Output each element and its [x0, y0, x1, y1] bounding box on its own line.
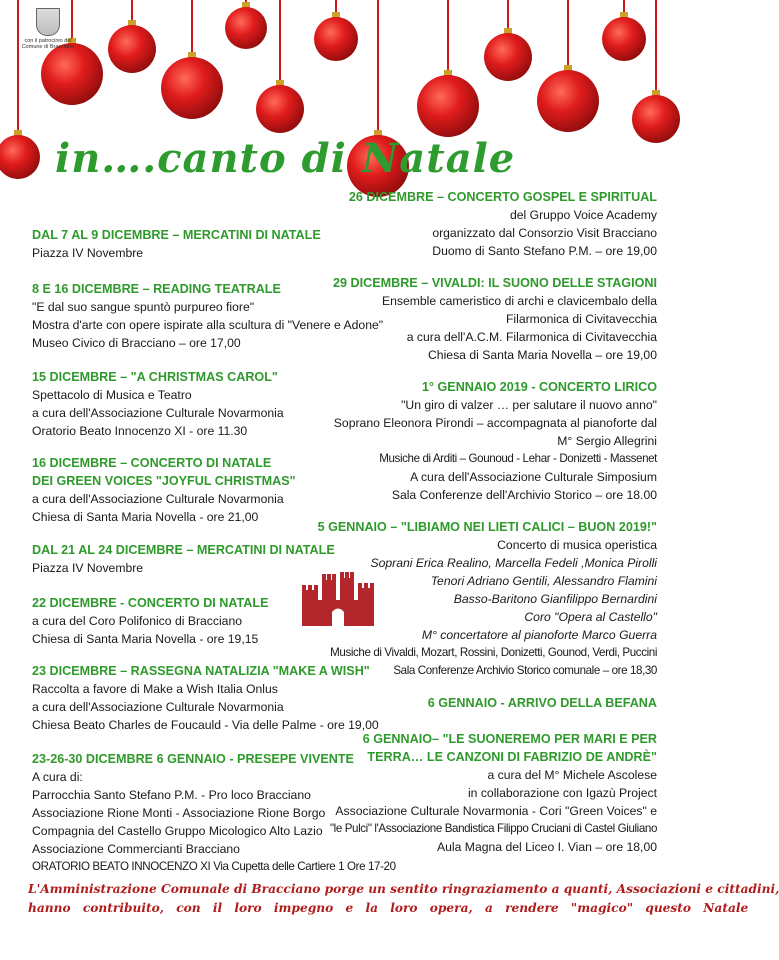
event-de-andre — [330, 730, 657, 856]
christmas-bauble-icon — [484, 33, 532, 81]
event-heading: 23-26-30 DICEMBRE 6 GENNAIO - PRESEPE VIVENTE — [32, 752, 354, 766]
christmas-bauble-icon — [41, 43, 103, 105]
event-detail: organizzato dal Consorzio Visit Bracciano — [432, 226, 657, 240]
event-detail: M° concertatore al pianoforte Marco Guerra — [421, 628, 657, 642]
event-heading: 6 GENNAIO - ARRIVO DELLA BEFANA — [427, 696, 657, 710]
event-heading: TERRA… LE CANZONI DI FABRIZIO DE ANDRÈ" — [367, 750, 657, 764]
event-detail: del Gruppo Voice Academy — [509, 208, 657, 222]
footer-line: hanno contribuito, con il loro impegno e la loro opera, a rendere "magico" questo Natale — [28, 901, 749, 915]
christmas-bauble-icon — [314, 17, 358, 61]
christmas-bauble-icon — [225, 7, 267, 49]
event-heading: 26 DICEMBRE – CONCERTO GOSPEL E SPIRITUAL — [348, 190, 657, 204]
event-detail: Raccolta a favore di Make a Wish Italia Onlus — [32, 682, 278, 696]
event-heading: 16 DICEMBRE – CONCERTO DI NATALE — [32, 456, 272, 470]
event-detail: M° Sergio Allegrini — [557, 434, 657, 448]
event-mercatini-21-24 — [32, 541, 335, 577]
event-detail: Associazione Commercianti Bracciano — [32, 842, 240, 856]
event-heading: DAL 7 AL 9 DICEMBRE – MERCATINI DI NATALE — [32, 228, 321, 242]
event-detail: Musiche di Arditi – Gounoud - Lehar - Donizetti - Massenet — [379, 452, 657, 465]
event-detail: Compagnia del Castello Gruppo Micologico Alto Lazio — [32, 824, 323, 838]
event-detail: "E dal suo sangue spuntò purpureo fiore" — [32, 300, 255, 314]
municipal-crest-icon — [36, 8, 60, 36]
event-detail: a cura dell'Associazione Culturale Novarmonia — [32, 406, 284, 420]
event-detail: Tenori Adriano Gentili, Alessandro Flamini — [430, 574, 657, 588]
event-detail: Aula Magna del Liceo I. Vian – ore 18,00 — [437, 840, 657, 854]
event-heading: 22 DICEMBRE - CONCERTO DI NATALE — [32, 596, 269, 610]
event-detail: A cura di: — [32, 770, 83, 784]
christmas-bauble-icon — [632, 95, 680, 143]
christmas-bauble-icon — [417, 75, 479, 137]
event-christmas-carol — [32, 368, 284, 440]
event-detail: Chiesa di Santa Maria Novella - ore 21,00 — [32, 510, 259, 524]
christmas-bauble-icon — [108, 25, 156, 73]
event-concerto-natale — [32, 594, 269, 648]
event-detail: a cura del M° Michele Ascolese — [487, 768, 657, 782]
christmas-bauble-icon — [161, 57, 223, 119]
event-heading: DAL 21 AL 24 DICEMBRE – MERCATINI DI NATALE — [32, 543, 335, 557]
event-detail: Duomo di Santo Stefano P.M. – ore 19,00 — [432, 244, 657, 258]
event-detail: Sala Conferenze dell'Archivio Storico – ore 18.00 — [391, 488, 657, 502]
event-detail: Spettacolo di Musica e Teatro — [32, 388, 192, 402]
event-detail: Musiche di Vivaldi, Mozart, Rossini, Donizetti, Gounod, Verdi, Puccini — [330, 646, 657, 659]
event-heading: 5 GENNAIO – "LIBIAMO NEI LIETI CALICI – BUON 2019!" — [317, 520, 657, 534]
poster-title: in….canto di Natale — [55, 135, 516, 182]
event-detail: Chiesa di Santa Maria Novella - ore 19,15 — [32, 632, 259, 646]
event-detail: ORATORIO BEATO INNOCENZO XI Via Cupetta delle Cartiere 1 Ore 17-20 — [32, 860, 396, 873]
event-detail: "Un giro di valzer … per salutare il nuovo anno" — [401, 398, 657, 412]
thanks-footer — [28, 880, 779, 918]
event-heading: 23 DICEMBRE – RASSEGNA NATALIZIA "MAKE A WISH" — [32, 664, 370, 678]
event-detail: "le Pulci" l'Associazione Bandistica Filippo Cruciani di Castel Giuliano — [329, 822, 657, 835]
event-detail: Sala Conferenze Archivio Storico comunale – ore 18,30 — [393, 664, 657, 677]
event-detail: Museo Civico di Bracciano – ore 17,00 — [32, 336, 241, 350]
event-detail: Chiesa Beato Charles de Foucauld - Via delle Palme - ore 19,00 — [32, 718, 379, 732]
event-detail: Piazza IV Novembre — [32, 561, 144, 575]
castle-icon — [298, 568, 378, 628]
event-heading: 8 E 16 DICEMBRE – READING TEATRALE — [32, 282, 281, 296]
footer-line: L'Amministrazione Comunale di Bracciano porge un sentito ringraziamento a quanti, Associazioni e cittadini, — [28, 882, 779, 896]
event-heading: 6 GENNAIO– "LE SUONEREMO PER MARI E PER — [362, 732, 657, 746]
event-detail: Associazione Culturale Novarmonia - Cori "Green Voices" e — [335, 804, 657, 818]
event-detail: a cura dell'Associazione Culturale Novarmonia — [32, 700, 284, 714]
event-detail: Oratorio Beato Innocenzo XI - ore 11.30 — [32, 424, 248, 438]
municipal-crest — [18, 8, 78, 50]
crest-caption: con il patrocinio del Comune di Bracciano — [21, 38, 75, 50]
event-joyful-christmas — [32, 454, 296, 526]
event-reading-teatrale — [32, 280, 383, 352]
event-heading: 29 DICEMBRE – VIVALDI: IL SUONO DELLE STAGIONI — [333, 276, 657, 290]
event-befana — [428, 694, 657, 712]
event-detail: a cura dell'A.C.M. Filarmonica di Civitavecchia — [406, 330, 657, 344]
event-detail: Soprani Erica Realino, Marcella Fedeli ,Monica Pirolli — [370, 556, 657, 570]
event-detail: Parrocchia Santo Stefano P.M. - Pro loco Bracciano — [32, 788, 311, 802]
event-concerto-lirico — [334, 378, 657, 504]
christmas-bauble-icon — [602, 17, 646, 61]
event-heading: 1° GENNAIO 2019 - CONCERTO LIRICO — [421, 380, 657, 394]
christmas-bauble-icon — [256, 85, 304, 133]
christmas-bauble-icon — [0, 135, 40, 179]
event-detail: Coro "Opera al Castello" — [524, 610, 657, 624]
event-detail: a cura del Coro Polifonico di Bracciano — [32, 614, 243, 628]
event-detail: A cura dell'Associazione Culturale Simposium — [410, 470, 657, 484]
event-detail: in collaborazione con Igazù Project — [467, 786, 657, 800]
event-detail: Chiesa di Santa Maria Novella – ore 19,00 — [428, 348, 657, 362]
event-vivaldi-stagioni — [333, 274, 657, 364]
event-detail: Filarmonica di Civitavecchia — [505, 312, 657, 326]
event-heading: 15 DICEMBRE – "A CHRISTMAS CAROL" — [32, 370, 278, 384]
event-detail: Mostra d'arte con opere ispirate alla scultura di "Venere e Adone" — [32, 318, 384, 332]
event-heading: DEI GREEN VOICES "JOYFUL CHRISTMAS" — [32, 474, 296, 488]
christmas-bauble-icon — [537, 70, 599, 132]
event-detail: Basso-Baritono Gianfilippo Bernardini — [453, 592, 657, 606]
event-detail: a cura dell'Associazione Culturale Novarmonia — [32, 492, 284, 506]
event-detail: Associazione Rione Monti - Associazione Rione Borgo — [32, 806, 326, 820]
event-gospel-spiritual — [349, 188, 657, 260]
event-detail: Concerto di musica operistica — [497, 538, 657, 552]
event-mercatini-7-9 — [32, 226, 321, 262]
event-detail: Ensemble cameristico di archi e clavicembalo della — [381, 294, 657, 308]
event-detail: Soprano Eleonora Pirondi – accompagnata al pianoforte dal — [333, 416, 657, 430]
event-detail: Piazza IV Novembre — [32, 246, 144, 260]
